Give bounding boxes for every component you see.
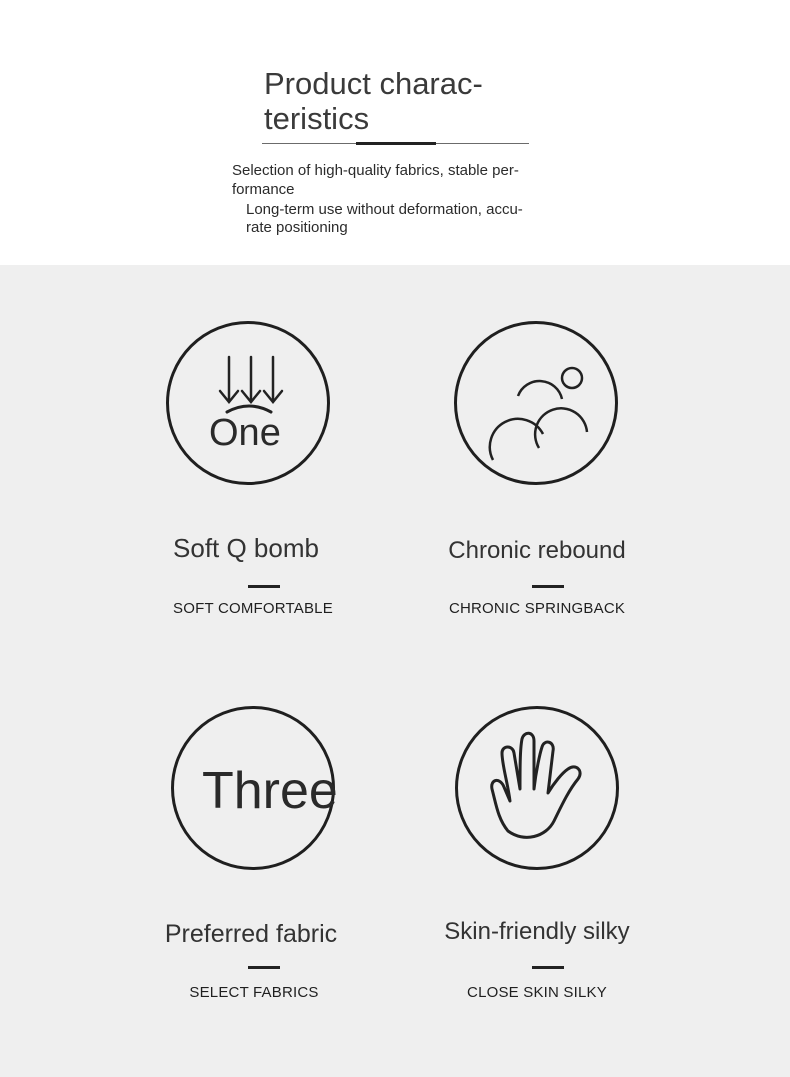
down-arrows-icon xyxy=(169,324,327,482)
icon-label-three: Three xyxy=(202,762,338,820)
bubbles-icon xyxy=(457,324,615,482)
feature-icon-circle xyxy=(454,321,618,485)
subtitle-line-2: Long-term use without deformation, accu- rate positioning xyxy=(246,201,523,236)
feature-divider xyxy=(532,585,564,588)
feature-divider xyxy=(532,966,564,969)
feature-icon-circle xyxy=(455,706,619,870)
header-section xyxy=(0,0,790,265)
feature-subtitle: CHRONIC SPRINGBACK xyxy=(448,600,626,617)
features-section xyxy=(0,265,790,1077)
feature-title: Chronic rebound xyxy=(448,537,626,564)
feature-divider xyxy=(248,966,280,969)
hand-icon xyxy=(458,709,616,867)
feature-subtitle: SELECT FABRICS xyxy=(189,984,319,1001)
feature-title: Preferred fabric xyxy=(164,920,338,948)
feature-subtitle: SOFT COMFORTABLE xyxy=(173,600,333,617)
feature-title: Skin-friendly silky xyxy=(444,918,630,945)
feature-title: Soft Q bomb xyxy=(173,533,319,563)
title-divider-accent xyxy=(356,142,436,145)
feature-divider xyxy=(248,585,280,588)
feature-subtitle: CLOSE SKIN SILKY xyxy=(467,984,607,1001)
page-title: Product charac- teristics xyxy=(264,66,483,136)
feature-icon-circle xyxy=(166,321,330,485)
feature-icon-circle xyxy=(171,706,338,870)
icon-label-one: One xyxy=(209,412,281,454)
subtitle-line-1: Selection of high-quality fabrics, stable per- formance xyxy=(232,162,519,198)
